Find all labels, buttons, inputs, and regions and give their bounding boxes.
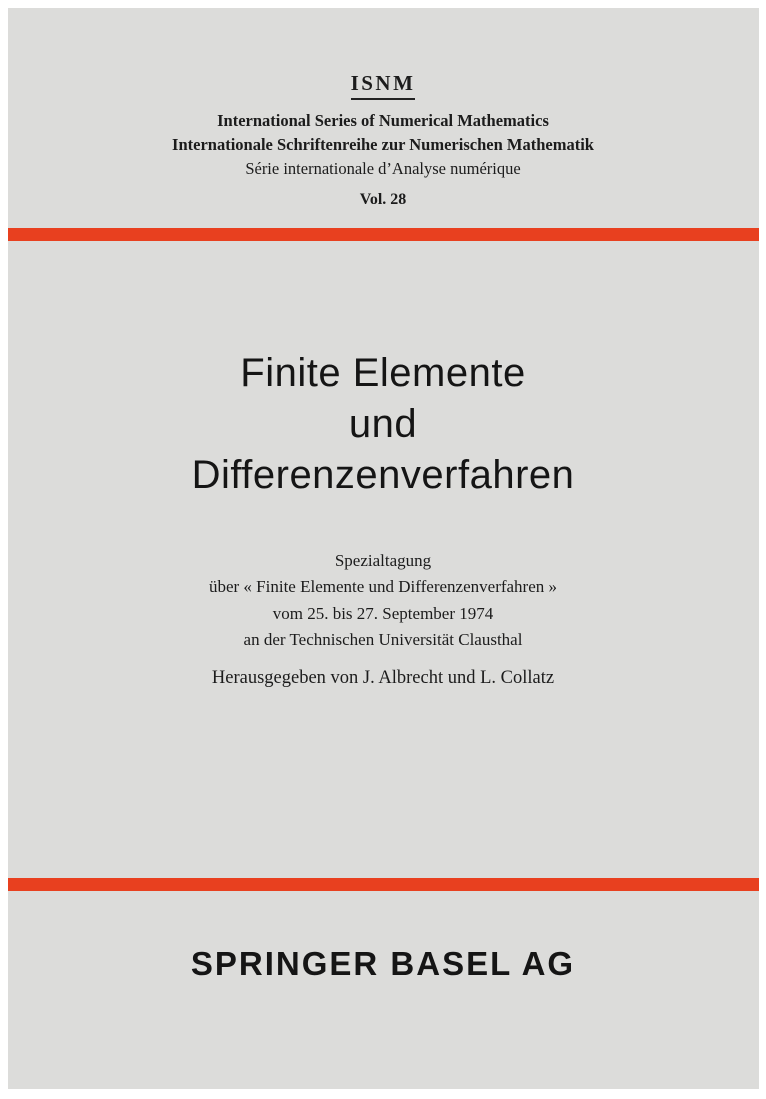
editors-line: Herausgegeben von J. Albrecht und L. Collatz: [211, 668, 555, 688]
title-line-2: und: [348, 402, 418, 447]
title-line-3: Differenzenverfahren: [191, 453, 575, 498]
subtitle-line-3: vom 25. bis 27. September 1974: [272, 603, 494, 623]
rule-bottom: [8, 878, 759, 891]
page-margin-top: [0, 0, 766, 8]
book-subtitle: [0, 548, 766, 653]
book-title: [0, 348, 766, 502]
publisher-name: SPRINGER BASEL AG: [190, 945, 576, 982]
series-title-english: International Series of Numerical Mathematics: [217, 111, 549, 131]
series-volume: Vol. 28: [359, 190, 407, 208]
page-margin-bottom: [0, 1089, 766, 1099]
series-title-french: Série internationale d’Analyse numérique: [245, 158, 521, 178]
series-block: [0, 72, 766, 211]
rule-top: [8, 228, 759, 241]
series-acronym: ISNM: [351, 72, 416, 100]
subtitle-line-4: an der Technischen Universität Clausthal: [243, 630, 523, 650]
subtitle-line-1: Spezialtagung: [334, 551, 432, 570]
series-title-german: Internationale Schriftenreihe zur Numerischen Mathematik: [172, 135, 594, 155]
title-line-1: Finite Elemente: [240, 351, 526, 395]
series-lines: [0, 109, 766, 211]
subtitle-line-2: über « Finite Elemente und Differenzenverfahren »: [208, 577, 558, 597]
